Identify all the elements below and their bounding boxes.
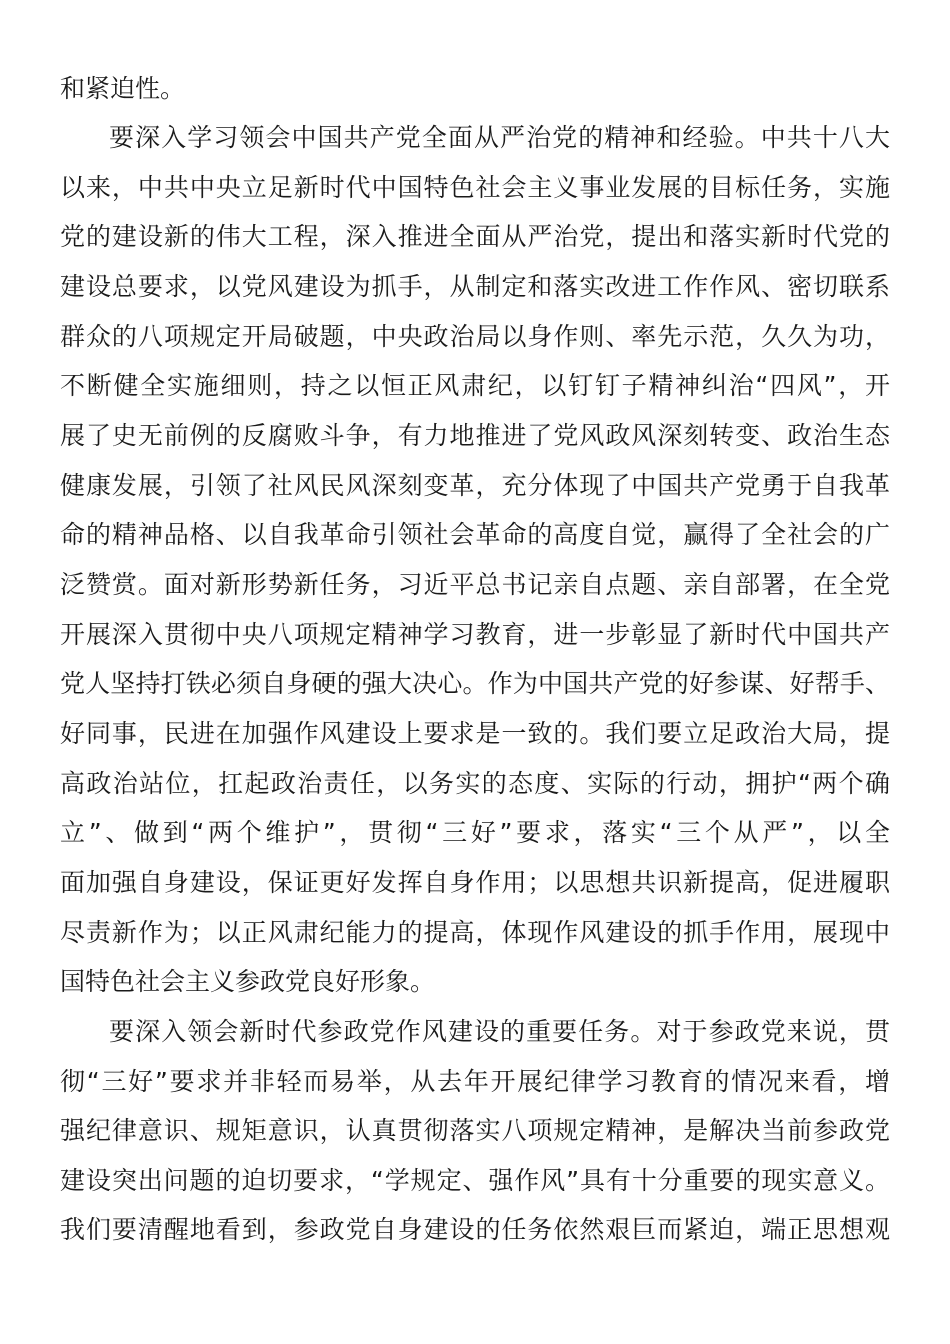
paragraph-line: 命的精神品格、以自我革命引领社会革命的高度自觉，赢得了全社会的广 bbox=[60, 520, 890, 549]
paragraph-line: 党人坚持打铁必须自身硬的强大决心。作为中国共产党的好参谋、好帮手、 bbox=[60, 669, 890, 698]
paragraph-line: 好同事，民进在加强作风建设上要求是一致的。我们要立足政治大局，提 bbox=[60, 719, 890, 748]
paragraph-line: 尽责新作为；以正风肃纪能力的提高，体现作风建设的抓手作用，展现中 bbox=[60, 918, 890, 947]
paragraph-line: 高政治站位，扛起政治责任，以务实的态度、实际的行动，拥护“两个确 bbox=[60, 769, 890, 798]
paragraph-line: 面加强自身建设，保证更好发挥自身作用；以思想共识新提高，促进履职 bbox=[60, 868, 890, 897]
paragraph-line: 要深入学习领会中国共产党全面从严治党的精神和经验。中共十八大 bbox=[109, 123, 890, 152]
paragraph-line: 要深入领会新时代参政党作风建设的重要任务。对于参政党来说，贯 bbox=[109, 1017, 890, 1046]
paragraph-line: 以来，中共中央立足新时代中国特色社会主义事业发展的目标任务，实施 bbox=[60, 173, 890, 202]
paragraph-line: 泛赞赏。面对新形势新任务，习近平总书记亲自点题、亲自部署，在全党 bbox=[60, 570, 890, 599]
paragraph-line: 国特色社会主义参政党良好形象。 bbox=[60, 967, 436, 996]
paragraph-line: 展了史无前例的反腐败斗争，有力地推进了党风政风深刻转变、政治生态 bbox=[60, 421, 890, 450]
paragraph-line: 彻“三好”要求并非轻而易举，从去年开展纪律学习教育的情况来看，增 bbox=[60, 1067, 890, 1096]
paragraph-line: 立”、做到“两个维护”，贯彻“三好”要求，落实“三个从严”，以全 bbox=[60, 818, 890, 847]
paragraph-line: 开展深入贯彻中央八项规定精神学习教育，进一步彰显了新时代中国共产 bbox=[60, 620, 890, 649]
paragraph-line: 党的建设新的伟大工程，深入推进全面从严治党，提出和落实新时代党的 bbox=[60, 222, 890, 251]
paragraph-line: 建设突出问题的迫切要求，“学规定、强作风”具有十分重要的现实意义。 bbox=[60, 1166, 890, 1195]
paragraph-line: 建设总要求，以党风建设为抓手，从制定和落实改进工作作风、密切联系 bbox=[60, 272, 890, 301]
paragraph-line: 群众的八项规定开局破题，中央政治局以身作则、率先示范，久久为功， bbox=[60, 322, 890, 351]
paragraph-line: 不断健全实施细则，持之以恒正风肃纪，以钉钉子精神纠治“四风”，开 bbox=[60, 371, 890, 400]
paragraph-line: 我们要清醒地看到，参政党自身建设的任务依然艰巨而紧迫，端正思想观 bbox=[60, 1215, 890, 1244]
paragraph-line: 健康发展，引领了社风民风深刻变革，充分体现了中国共产党勇于自我革 bbox=[60, 471, 890, 500]
paragraph-line: 和紧迫性。 bbox=[60, 74, 186, 103]
paragraph-line: 强纪律意识、规矩意识，认真贯彻落实八项规定精神，是解决当前参政党 bbox=[60, 1116, 890, 1145]
